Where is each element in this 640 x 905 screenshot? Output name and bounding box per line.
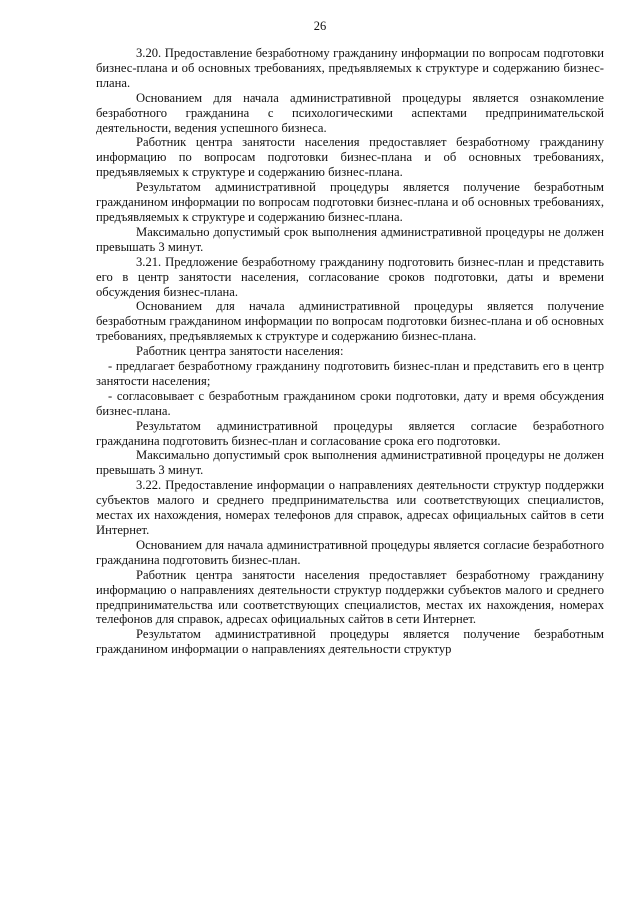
paragraph: Основанием для начала административной процедуры является согласие безработного гражданина подготовить бизнес-план. [96, 537, 604, 567]
paragraph: Результатом административной процедуры является согласие безработного гражданина подготовить бизнес-план и согласование срока его подготовки. [96, 418, 604, 448]
paragraph-3-22-heading: 3.22. Предоставление информации о направлениях деятельности структур поддержки субъектов малого и среднего предпринимательства или соответствующих специалистов, местах их нахождения, номерах телефонов для справок, адресах официальных сайтов в сети Интернет. [96, 478, 604, 537]
paragraph: Работник центра занятости населения: [136, 344, 344, 359]
paragraph: Работник центра занятости населения предоставляет безработному гражданину информацию по вопросам подготовки бизнес-плана и об основных требованиях, предъявляемых к структуре и содержанию бизнес-плана. [96, 135, 604, 180]
paragraph: Максимально допустимый срок выполнения административной процедуры не должен превышать 3 минут. [96, 448, 604, 478]
paragraph-3-20-heading: 3.20. Предоставление безработному гражданину информации по вопросам подготовки бизнес-плана и об основных требованиях, предъявляемых к структуре и содержанию бизнес-плана. [96, 46, 604, 90]
paragraph: Работник центра занятости населения предоставляет безработному гражданину информацию о направлениях деятельности структур поддержки субъектов малого и среднего предпринимательства или соответствующих специалистов, местах их нахождения, номерах телефонов для справок, адресах официальных сайтов в сети Интернет. [96, 567, 604, 627]
paragraph: Основанием для начала административной процедуры является ознакомление безработного гражданина с психологическими аспектами предпринимательской деятельности, ведения успешного бизнеса. [96, 90, 604, 135]
list-item: - согласовывает с безработным гражданином сроки подготовки, дату и время обсуждения бизнес-плана. [96, 388, 604, 418]
paragraph: Максимально допустимый срок выполнения административной процедуры не должен превышать 3 минут. [96, 224, 604, 254]
paragraph: Результатом административной процедуры является получение безработным гражданином информации о направлениях деятельности структур [96, 627, 604, 657]
document-body [96, 46, 604, 657]
paragraph: Результатом административной процедуры является получение безработным гражданином информации по вопросам подготовки бизнес-плана и об основных требованиях, предъявляемых к структуре и содержанию бизнес-плана. [96, 180, 604, 224]
page-number: 26 [313, 19, 327, 33]
paragraph: Основанием для начала административной процедуры является получение безработным гражданином информации по вопросам подготовки бизнес-плана и об основных требованиях, предъявляемых к структуре и содержанию бизнес-плана. [96, 299, 604, 344]
list-item: - предлагает безработному гражданину подготовить бизнес-план и представить его в центр занятости населения; [96, 359, 604, 388]
paragraph-3-21-heading: 3.21. Предложение безработному гражданину подготовить бизнес-план и представить его в центр занятости населения, согласование сроков подготовки, даты и времени обсуждения бизнес-плана. [96, 254, 604, 299]
